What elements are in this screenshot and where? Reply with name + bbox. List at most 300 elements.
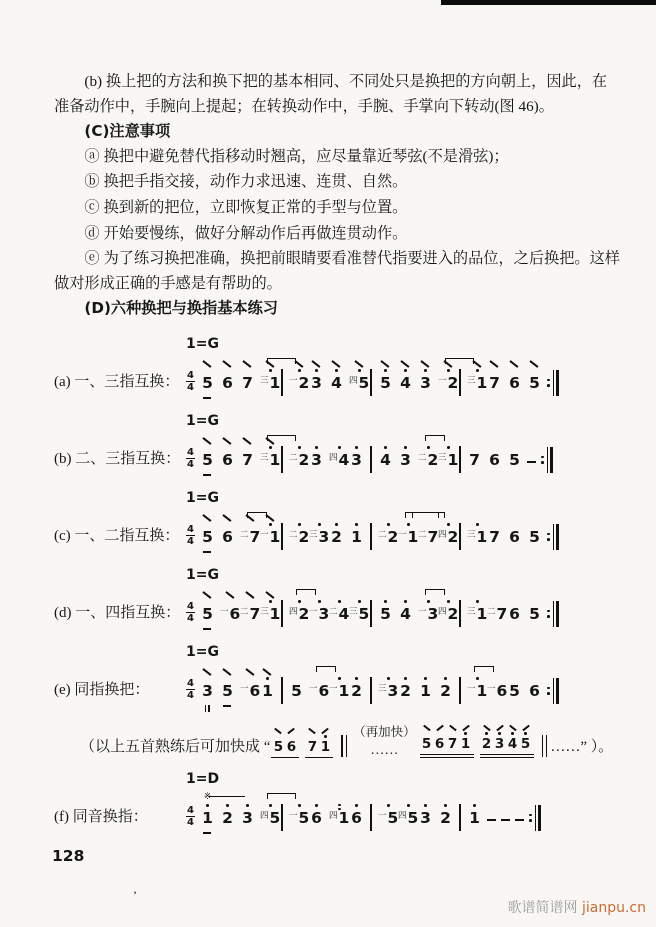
note: [329, 508, 344, 558]
octave-dot: [298, 446, 301, 449]
note-digit: 4: [338, 450, 350, 469]
circled-marker: ⓑ: [84, 172, 100, 191]
note-articulation: [285, 724, 297, 734]
note-body: [309, 529, 329, 549]
octave-dot: [355, 446, 358, 449]
note-body: [309, 683, 329, 703]
octave-dot: [269, 446, 272, 449]
note-body: [400, 452, 411, 472]
note: [239, 662, 261, 712]
notation-row: [54, 508, 620, 558]
pick-down-icon: [263, 668, 272, 676]
finger-numeral: 三: [259, 452, 269, 463]
note-digit: 4: [380, 450, 391, 469]
time-signature: [186, 354, 195, 404]
note: [467, 789, 482, 839]
music-line-f: [54, 771, 620, 839]
note-body: [400, 375, 411, 395]
note-body: [398, 810, 418, 830]
octave-dot: [298, 523, 301, 526]
note: [481, 721, 493, 754]
note-articulation: [527, 354, 542, 368]
finger-numeral: 四: [437, 606, 447, 617]
accelerando-line: [80, 721, 620, 758]
note: [487, 508, 502, 558]
note-body: [329, 606, 349, 626]
note: [527, 508, 542, 558]
note-body: [311, 452, 322, 472]
repeat-end-barline: [547, 354, 559, 404]
note-articulation: [306, 724, 318, 734]
note-body: [289, 452, 309, 472]
note-articulation: [260, 585, 280, 599]
note-body: [240, 606, 260, 626]
pick-down-icon: [449, 725, 456, 731]
note: [486, 585, 508, 635]
note-body: [461, 737, 470, 754]
notation-tokens: [186, 354, 564, 404]
note-articulation: [220, 354, 235, 368]
note-body: [202, 452, 213, 472]
note-body: [242, 810, 253, 830]
note: [308, 662, 330, 712]
note: [349, 431, 364, 481]
note: [378, 431, 393, 481]
note-body: [274, 740, 283, 757]
note-digit: 2: [447, 373, 459, 392]
note: [466, 662, 488, 712]
note: [240, 354, 255, 404]
note: [527, 585, 542, 635]
octave-dot: [485, 732, 488, 735]
meter-numerator: 4: [187, 369, 194, 381]
note: [398, 431, 413, 481]
note-articulation: [349, 354, 369, 368]
finger-numeral: 四: [328, 452, 338, 463]
notation-tokens: [186, 585, 564, 635]
music-line-label: (d) 一、四指互换：: [54, 604, 181, 621]
note-digit: 3: [420, 373, 431, 392]
note: [306, 724, 318, 757]
finger-numeral: 一: [417, 606, 427, 617]
note-body: [529, 529, 540, 549]
pick-down-icon: [423, 725, 430, 731]
octave-dot: [384, 446, 387, 449]
note-digit: 7: [496, 604, 508, 623]
note: [460, 721, 472, 754]
pick-down-icon: [203, 360, 212, 368]
octave-dot: [298, 600, 301, 603]
note-articulation: [487, 431, 502, 445]
note-digit: 5: [520, 735, 531, 752]
note: [466, 508, 488, 558]
notation-row: [54, 789, 620, 839]
note-digit: 5: [291, 681, 302, 700]
finger-numeral: 二: [288, 452, 298, 463]
barline: [280, 662, 284, 712]
accel-text: ……: [550, 739, 581, 756]
note-digit: 5: [387, 808, 399, 827]
pick-down-icon: [266, 591, 275, 599]
music-line-label: (f) 同音换指：: [54, 808, 148, 825]
notation-row: [54, 585, 620, 635]
finger-numeral: 一: [377, 810, 387, 821]
barline: [280, 585, 284, 635]
octave-dot: [358, 600, 361, 603]
under-dash: [203, 551, 211, 553]
shift-bracket: [254, 512, 268, 518]
time-signature: [186, 789, 195, 839]
note: [200, 431, 215, 481]
shift-star-icon: ※: [203, 790, 212, 801]
circled-marker: ⓔ: [84, 249, 100, 268]
note-articulation: [329, 354, 344, 368]
octave-dot: [464, 732, 467, 735]
note-articulation: [507, 721, 519, 731]
note-articulation: [200, 354, 215, 368]
note-body: [418, 452, 438, 472]
barline: [369, 431, 373, 481]
octave-dot: [355, 523, 358, 526]
note: [259, 431, 281, 481]
meter-numerator: 4: [187, 600, 194, 612]
note-digit: 1: [476, 681, 488, 700]
octave-dot: [407, 804, 410, 807]
barline: [369, 789, 373, 839]
note-digit: 2: [298, 450, 310, 469]
note-articulation: [520, 721, 532, 731]
finger-numeral: 一: [486, 683, 496, 694]
finger-numeral: 二: [377, 529, 387, 540]
note-digit: 3: [311, 450, 322, 469]
note-item: [54, 195, 620, 221]
note-digit: 1: [460, 735, 471, 752]
note-articulation: [398, 662, 413, 676]
note-digit: 2: [331, 527, 342, 546]
note-articulation: [494, 721, 506, 731]
note-digit: 1: [269, 604, 281, 623]
note-body: [260, 375, 280, 395]
octave-dot: [298, 804, 301, 807]
note: [377, 789, 399, 839]
note-articulation: [309, 431, 324, 445]
note: [288, 354, 310, 404]
note-articulation: [418, 354, 433, 368]
finger-numeral: 二: [417, 529, 427, 540]
finger-numeral: 三: [466, 375, 476, 386]
octave-dot: [404, 446, 407, 449]
meter-denominator: 4: [187, 817, 194, 829]
note-digit: 6: [434, 735, 445, 752]
note-text: 换把手指交接，动作力求迅速、连贯、自然。: [103, 173, 408, 191]
note: [418, 789, 433, 839]
note-digit: 2: [298, 373, 310, 392]
note-articulation: [349, 585, 369, 599]
note-digit: 6: [249, 681, 261, 700]
note-digit: 4: [338, 604, 350, 623]
note-digit: 3: [311, 373, 322, 392]
note-articulation: [467, 789, 482, 803]
finger-numeral: 三: [466, 606, 476, 617]
note-articulation: [240, 585, 260, 599]
finger-numeral: 四: [397, 810, 407, 821]
octave-dot: [444, 804, 447, 807]
note: [239, 585, 261, 635]
note-digit: 3: [318, 604, 330, 623]
finger-numeral: 四: [288, 606, 298, 617]
scan-edge-bar: [441, 0, 656, 5]
note-body: [509, 375, 520, 395]
pick-down-icon: [203, 591, 212, 599]
note-articulation: [467, 585, 487, 599]
finger-numeral: 一: [308, 683, 318, 694]
pick-down-icon: [203, 514, 212, 522]
note-digit: 2: [400, 681, 411, 700]
note-body: [509, 452, 520, 472]
note-digit: 3: [202, 681, 213, 700]
note: [486, 662, 508, 712]
music-line-label: (b) 二、三指互换：: [54, 450, 181, 467]
octave-dot: [338, 446, 341, 449]
note-body: [469, 810, 480, 830]
note: [378, 354, 393, 404]
note: [259, 354, 281, 404]
note-body: [489, 375, 500, 395]
note-digit: 5: [380, 373, 391, 392]
note-body: [380, 606, 391, 626]
note-articulation: [527, 585, 542, 599]
octave-dot: [404, 677, 407, 680]
shift-bracket: [283, 435, 297, 441]
note-articulation: [507, 662, 522, 676]
note-digit: 2: [298, 527, 310, 546]
pick-up-icon: [436, 725, 443, 731]
note-digit: 3: [387, 681, 399, 700]
note-articulation: [220, 585, 240, 599]
note-body: [418, 529, 438, 549]
note-articulation: [319, 724, 331, 734]
note-articulation: [329, 789, 349, 803]
finger-numeral: 三: [437, 452, 447, 463]
note-body: [509, 683, 520, 703]
key-signature: 1=G: [186, 566, 219, 583]
note-body: [202, 810, 213, 830]
octave-dot: [324, 735, 327, 738]
note-body: [529, 683, 540, 703]
note-digit: 4: [400, 373, 411, 392]
note: [527, 662, 542, 712]
note-body: [260, 529, 280, 549]
note: [397, 508, 419, 558]
note-digit: 3: [351, 450, 362, 469]
note: [288, 431, 310, 481]
note: [438, 789, 453, 839]
note-body: [202, 529, 213, 549]
octave-dot: [338, 677, 341, 680]
note-body: [378, 529, 398, 549]
note-body: [509, 529, 520, 549]
pick-down-icon: [223, 668, 232, 676]
note-digit: 1: [351, 527, 362, 546]
note-articulation: [467, 508, 487, 522]
duration-dash: [501, 789, 510, 839]
note-body: [242, 375, 253, 395]
time-signature: [186, 431, 195, 481]
faster-label: （再加快）: [353, 725, 416, 740]
pick-down-icon: [243, 437, 252, 445]
note: [466, 585, 488, 635]
octave-dot: [447, 446, 450, 449]
note-body: [438, 606, 458, 626]
note: [437, 585, 459, 635]
meter-numerator: 4: [187, 523, 194, 535]
shift-bracket: [323, 666, 337, 672]
note-body: [435, 737, 444, 754]
pick-down-icon: [203, 668, 212, 676]
beamed-note-group: [420, 721, 474, 758]
note-digit: 7: [249, 604, 261, 623]
note-articulation: [398, 789, 418, 803]
note: [437, 354, 459, 404]
octave-dot: [476, 600, 479, 603]
note-articulation: [418, 789, 433, 803]
octave-dot: [427, 600, 430, 603]
note: [240, 789, 255, 839]
note-body: [351, 529, 362, 549]
barline: [458, 431, 462, 481]
note-articulation: [220, 662, 235, 676]
note-body: [467, 683, 487, 703]
barline: [280, 508, 284, 558]
note: [421, 721, 433, 754]
note-digit: 3: [318, 527, 330, 546]
note-articulation: [200, 431, 215, 445]
note-articulation: [309, 789, 324, 803]
key-signature: 1=G: [186, 412, 219, 429]
octave-dot: [315, 369, 318, 372]
note-digit: 4: [507, 735, 518, 752]
note-articulation: [398, 431, 413, 445]
note: [417, 585, 439, 635]
note-digit: 2: [481, 735, 492, 752]
octave-dot: [444, 677, 447, 680]
note: [220, 662, 235, 712]
octave-dot: [206, 804, 209, 807]
note: [309, 789, 324, 839]
note-body: [467, 529, 487, 549]
shift-bracket: [481, 666, 495, 672]
note-body: [202, 375, 213, 395]
note-body: [291, 683, 302, 703]
double-barline: [542, 735, 548, 757]
circled-marker: ⓐ: [84, 146, 100, 165]
under-mark: [223, 703, 231, 712]
note-body: [489, 529, 500, 549]
note-item: [54, 246, 620, 296]
note-body: [508, 737, 517, 754]
octave-dot: [358, 369, 361, 372]
under-mark: [203, 830, 211, 839]
note-articulation: [220, 789, 235, 803]
note-digit: 1: [447, 450, 459, 469]
note-item: [54, 221, 620, 247]
meter-numerator: 4: [187, 677, 194, 689]
barline: [458, 789, 462, 839]
note-articulation: [438, 662, 453, 676]
note: [200, 585, 215, 635]
note-digit: 6: [222, 450, 233, 469]
note-body: [351, 683, 362, 703]
note-body: [467, 375, 487, 395]
under-dash: [223, 705, 231, 707]
octave-dot: [384, 600, 387, 603]
note-body: [222, 683, 233, 703]
watermark: [508, 897, 646, 917]
note-digit: 5: [269, 808, 281, 827]
octave-dot: [266, 677, 269, 680]
note-digit: 2: [447, 604, 459, 623]
note-body: [329, 452, 349, 472]
music-line-e: [54, 644, 620, 712]
double-barline: [341, 735, 347, 757]
music-section: [54, 336, 620, 839]
music-line-a: [54, 336, 620, 404]
shift-bracket: [303, 589, 317, 595]
note-digit: 5: [407, 808, 419, 827]
note-body: [400, 683, 411, 703]
octave-dot: [476, 677, 479, 680]
finger-numeral: 二: [288, 529, 298, 540]
note-body: [420, 375, 431, 395]
finger-numeral: 四: [328, 810, 338, 821]
note-body: [487, 606, 507, 626]
octave-dot: [427, 446, 430, 449]
finger-numeral: 四: [437, 529, 447, 540]
pick-down-icon: [530, 360, 539, 368]
heading-d: (D)六种换把与换指基本练习: [84, 299, 278, 318]
octave-dot: [476, 369, 479, 372]
pick-down-icon: [510, 360, 519, 368]
octave-dot: [298, 369, 301, 372]
note-body: [311, 375, 322, 395]
note-body: [329, 810, 349, 830]
note-body: [222, 452, 233, 472]
note-articulation: [527, 662, 542, 676]
octave-dot: [511, 732, 514, 735]
note-articulation: [220, 508, 235, 522]
note-digit: 5: [529, 604, 540, 623]
note: [328, 789, 350, 839]
finger-numeral: 四: [259, 810, 269, 821]
note-body: [351, 452, 362, 472]
note-body: [469, 452, 480, 472]
note: [466, 354, 488, 404]
note-body: [321, 740, 330, 757]
finger-numeral: 三: [259, 606, 269, 617]
note: [200, 508, 215, 558]
note: [467, 431, 482, 481]
note-body: [260, 452, 280, 472]
note-body: [482, 737, 491, 754]
note: [220, 431, 235, 481]
key-signature: 1=D: [186, 770, 220, 787]
note-body: [289, 606, 309, 626]
octave-dot: [404, 369, 407, 372]
under-mark: [203, 472, 211, 481]
note: [398, 585, 413, 635]
note-body: [349, 606, 369, 626]
notation-tokens: [186, 789, 546, 839]
